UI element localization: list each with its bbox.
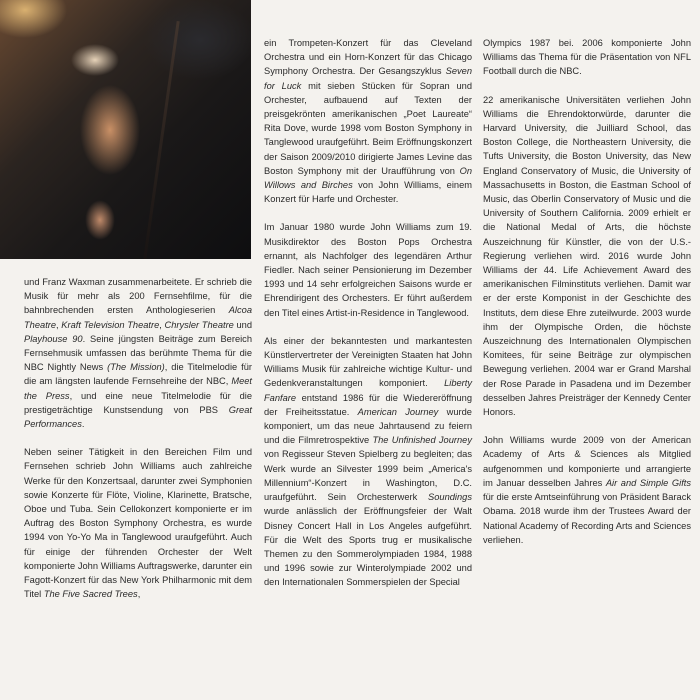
text-run: wurde komponiert, um das neue Jahrtausend zu feiern und die Filmretrospektive — [264, 406, 472, 446]
italic-title: Seven for Luck — [264, 66, 472, 91]
text-run: wurde anlässlich der Eröffnungsfeier der Walt Disney Concert Hall in Los Angeles aufgeführt. Für die Welt des Sports trug er musikalische Themen zu den Sommerolympiaden 1984, 1988 und 1996 sowie zur Winterolympiade 2002 und den Internationalen Sommerspielen der Special — [264, 506, 472, 588]
text-run: . — [81, 419, 85, 430]
italic-title: Playhouse 90 — [24, 333, 83, 344]
italic-title: (The Mission) — [107, 362, 165, 373]
italic-title: Soundings — [428, 492, 472, 503]
paragraph — [483, 36, 691, 79]
italic-title: Chrysler Theatre — [164, 319, 234, 330]
text-column-3 — [483, 36, 691, 561]
italic-title: The Five Sacred Trees — [43, 589, 138, 600]
text-run: , und eine neue Titelmelodie für die prestigeträchtige Kunstsendung von PBS — [24, 390, 252, 415]
text-run: entstand 1986 für die Wiedereröffnung der Freiheitsstatue. — [264, 392, 472, 417]
text-run: ein Trompeten-Konzert für das Cleveland Orchestra und ein Horn-Konzert für das Chicago Symphony Orchestra. Der Gesangszyklus — [264, 38, 472, 77]
orchestra-photo — [0, 0, 251, 259]
text-run: , — [137, 589, 141, 600]
paragraph — [264, 220, 472, 319]
text-run: von John Williams, einem Konzert für Harfe und Orchester. — [264, 180, 472, 205]
text-run: und Franz Waxman zusammenarbeitete. Er schrieb die Musik für mehr als 200 Fernsehfilme, für die bahnbrechenden ersten Anthologieserien — [24, 277, 252, 316]
text-column-2 — [264, 36, 472, 604]
photo-highlight — [85, 200, 115, 240]
italic-title: Air and Simple Gifts — [605, 477, 692, 488]
paragraph — [483, 433, 691, 547]
italic-title: Liberty Fanfare — [264, 378, 472, 403]
italic-title: The Unfinished Journey — [372, 435, 472, 446]
text-run: Als einer der bekanntesten und markantesten Künstlervertreter der Vereinigten Staaten hat John Williams Musik für zahlreiche wichtige Kultur- und Gedenkveranstaltungen komponiert. — [264, 335, 472, 389]
violin-bow — [143, 21, 179, 259]
text-run: Neben seiner Tätigkeit in den Bereichen Film und Fernsehen schrieb John Williams auch zahlreiche Werke für den Konzertsaal, darunter zwei Symphonien sowie Konzerte für Flöte, Violine, Klarinette, Bratsche, Oboe und Tuba. Sein Cellokonzert komponierte er im Auftrag des Boston Symphony Orchestra, es wurde 1994 von Yo-Yo Ma in Tanglewood uraufgeführt. Auch für einige der führenden Orchester der Welt komponierte John Williams Auftragswerke, darunter ein Fagott-Konzert für das New York Philharmonic mit dem Titel — [24, 447, 252, 600]
italic-title: Meet the Press — [24, 376, 252, 401]
italic-title: Alcoa Theatre — [24, 305, 252, 330]
text-run: Im Januar 1980 wurde John Williams zum 19. Musikdirektor des Boston Pops Orchestra ernannt, als Nachfolger des legendären Arthur Fiedler. Nach seiner Pensionierung im Dezember 1993 und 14 sehr erfolgreichen Saisons wurde er Ehrendirigent des Orchesters. Er führt außerdem den Titel eines Artist-in-Residence in Tanglewood. — [264, 222, 472, 318]
text-run: John Williams wurde 2009 von der American Academy of Arts & Sciences als Mitglied aufgenommen und komponierte und arrangierte im Januar desselben Jahres — [483, 435, 691, 488]
text-run: von Regisseur Steven Spielberg zu begleiten; das Werk wurde an Silvester 1999 beim „America's Millennium“-Konzert in Washington, D.C. uraufgeführt. Sein Orchesterwerk — [264, 449, 472, 503]
text-run: , — [56, 319, 62, 330]
text-run: für die erste Amtseinführung von Präsident Barack Obama. 2018 wurde ihm der Trustees Award der National Academy of Recording Arts and Sciences verliehen. — [483, 492, 691, 545]
text-run: . Seine jüngsten Beiträge zum Bereich Fernsehmusik umfassen das berühmte Thema für die NBC Nightly News — [24, 333, 252, 373]
paragraph — [264, 36, 472, 206]
text-run: mit sieben Stücken für Sopran und Orchester, aufbauend auf Texten der preisgekrönten amerikanischen „Poet Laureate“ Rita Dove, wurde 1998 vom Boston Symphony in Tanglewood uraufgeführt. Beim Eröffnungskonzert der Saison 2009/2010 dirigierte James Levine das Boston Symphony mit der Uraufführung von — [264, 80, 473, 176]
paragraph — [24, 445, 252, 601]
text-run: , — [159, 319, 165, 330]
italic-title: On Willows and Birches — [264, 165, 472, 191]
text-column-1 — [24, 275, 252, 615]
italic-title: Kraft Television Theatre — [61, 319, 160, 330]
italic-title: Great Performances — [24, 404, 252, 430]
text-run: , die Titelmelodie für die am längsten laufende Fernsehreihe der NBC, — [24, 362, 252, 387]
text-run: 22 amerikanische Universitäten verliehen John Williams die Ehrendoktorwürde, darunter die Harvard University, die Juilliard School, das Boston College, die Northeastern University, die Tufts University, die Boston University, das New England Conservatory of Music, die University of Massachusetts in Boston, die Eastman School of Music, das Oberlin Conservatory of Music und die University of Southern California. 2009 erhielt er die National Medal of Arts, die höchste Auszeichnung für Künstler, die von der U.S.-Regierung verliehen wird. 2016 wurde John Williams der 44. Life Achievement Award des amerikanischen Filminstituts verliehen. Damit war er der erste Komponist in der Geschichte des Instituts, dem diese Ehre zuteilwurde. 2003 wurde ihm der Olympische Orden, die höchste Auszeichnung des Internationalen Olympischen Komitees, für seine Beiträge zur olympischen Bewegung verliehen. 2004 war er Grand Marshal der Rose Parade in Pasadena und im Dezember desselben Jahres Preisträger der Kennedy Center Honors. — [483, 94, 691, 418]
paragraph — [24, 275, 252, 431]
paragraph — [483, 93, 691, 420]
text-run: und — [233, 319, 253, 330]
paragraph — [264, 334, 472, 590]
italic-title: American Journey — [357, 406, 439, 417]
text-run: Olympics 1987 bei. 2006 komponierte John Williams das Thema für die Präsentation von NFL Football durch die NBC. — [483, 38, 691, 77]
